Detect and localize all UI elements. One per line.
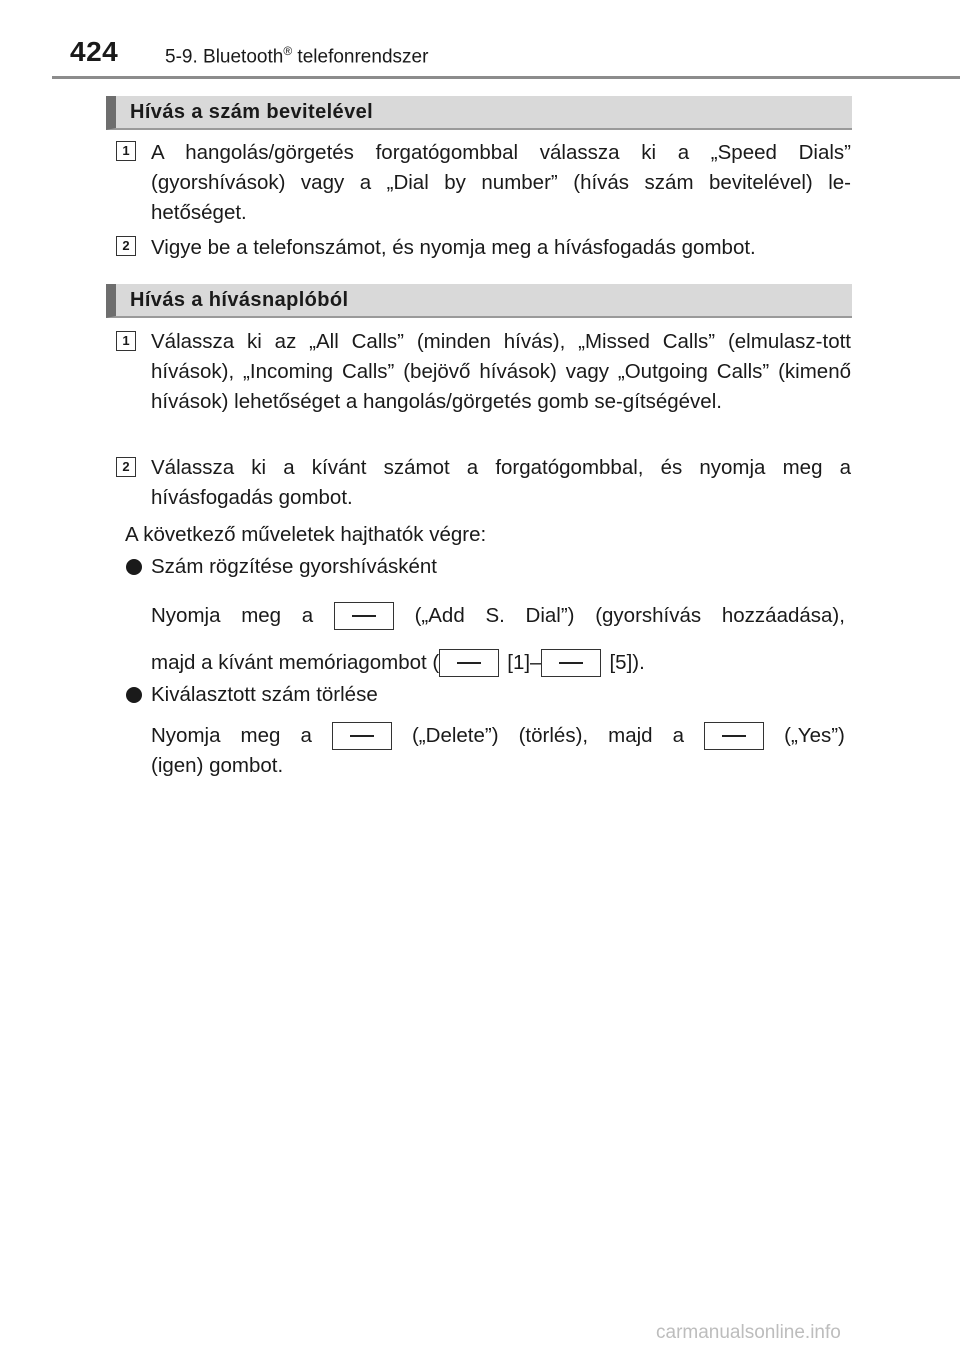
- word: meg: [240, 724, 281, 747]
- instruction-continuation: (igen) gombot.: [151, 754, 284, 777]
- word: a: [301, 604, 314, 627]
- bullet-icon: [126, 687, 142, 703]
- chapter-suffix: telefonrendszer: [292, 46, 429, 68]
- add-speed-dial-button-icon: [334, 602, 394, 630]
- step-text: A hangolás/görgetés forgatógombbal válassza ki a „Speed Dials” (gyorshívások) vagy a „Dial by number” (hívás szám bevitelével) le-hetőséget.: [151, 141, 851, 224]
- delete-button-icon: [332, 722, 392, 750]
- word: majd: [608, 724, 653, 747]
- header-rule: [52, 76, 960, 79]
- operations-intro: A következő műveletek hajthatók végre:: [125, 523, 487, 546]
- chapter-title: [165, 44, 428, 68]
- memory-button-5-icon: [541, 649, 601, 677]
- step-text: Vigye be a telefonszámot, és nyomja meg a hívásfogadás gombot.: [151, 236, 756, 259]
- word: Dial”): [525, 604, 575, 627]
- word: Nyomja: [151, 604, 221, 627]
- memory-button-1-icon: [439, 649, 499, 677]
- text: [5]).: [609, 651, 645, 674]
- page-header: [0, 0, 960, 80]
- section-heading-call-history: [106, 284, 852, 318]
- section-heading-dial-by-number: [106, 96, 852, 130]
- word: („Add: [414, 604, 465, 627]
- chapter-prefix: 5-9. Bluetooth: [165, 46, 284, 68]
- instruction-line: [151, 648, 845, 678]
- step-text: Válassza ki a kívánt számot a forgatógombbal, és nyomja meg a hívásfogadás gombot.: [151, 456, 851, 509]
- word: („Delete”): [411, 724, 499, 747]
- operation-title: Kiválasztott szám törlése: [151, 683, 378, 706]
- word: („Yes”): [784, 724, 845, 747]
- operation-title: Szám rögzítése gyorshívásként: [151, 555, 437, 578]
- page-number: 424: [70, 36, 119, 67]
- word: a: [300, 724, 312, 747]
- instruction-line: [151, 721, 845, 751]
- section-title: Hívás a hívásnaplóból: [130, 289, 349, 311]
- registered-mark: ®: [283, 44, 293, 58]
- step-number-1: 1: [116, 331, 136, 351]
- instruction-line: [151, 601, 845, 631]
- word: (törlés),: [518, 724, 589, 747]
- yes-button-icon: [704, 722, 764, 750]
- word: Nyomja: [151, 724, 221, 747]
- text: majd a kívánt memóriagombot (: [151, 651, 440, 674]
- word: meg: [241, 604, 282, 627]
- word: a: [672, 724, 685, 747]
- step-number-2: 2: [116, 236, 136, 256]
- section-title: Hívás a szám bevitelével: [130, 101, 374, 123]
- word: (gyorshívás: [595, 604, 702, 627]
- step-text: Válassza ki az „All Calls” (minden hívás), „Missed Calls” (elmulasz-tott hívások), „Incoming Calls” (bejövő hívások) vagy „Outgoing Calls” (kimenő hívások) lehetőséget a hangolás/görgetés gomb se-gítségével.: [151, 330, 851, 413]
- word: hozzáadása),: [721, 604, 845, 627]
- bullet-icon: [126, 559, 142, 575]
- text: [1]–: [507, 651, 542, 674]
- step-number-1: 1: [116, 141, 136, 161]
- step-number-2: 2: [116, 457, 136, 477]
- word: S.: [485, 604, 505, 627]
- watermark: carmanualsonline.info: [656, 1322, 841, 1343]
